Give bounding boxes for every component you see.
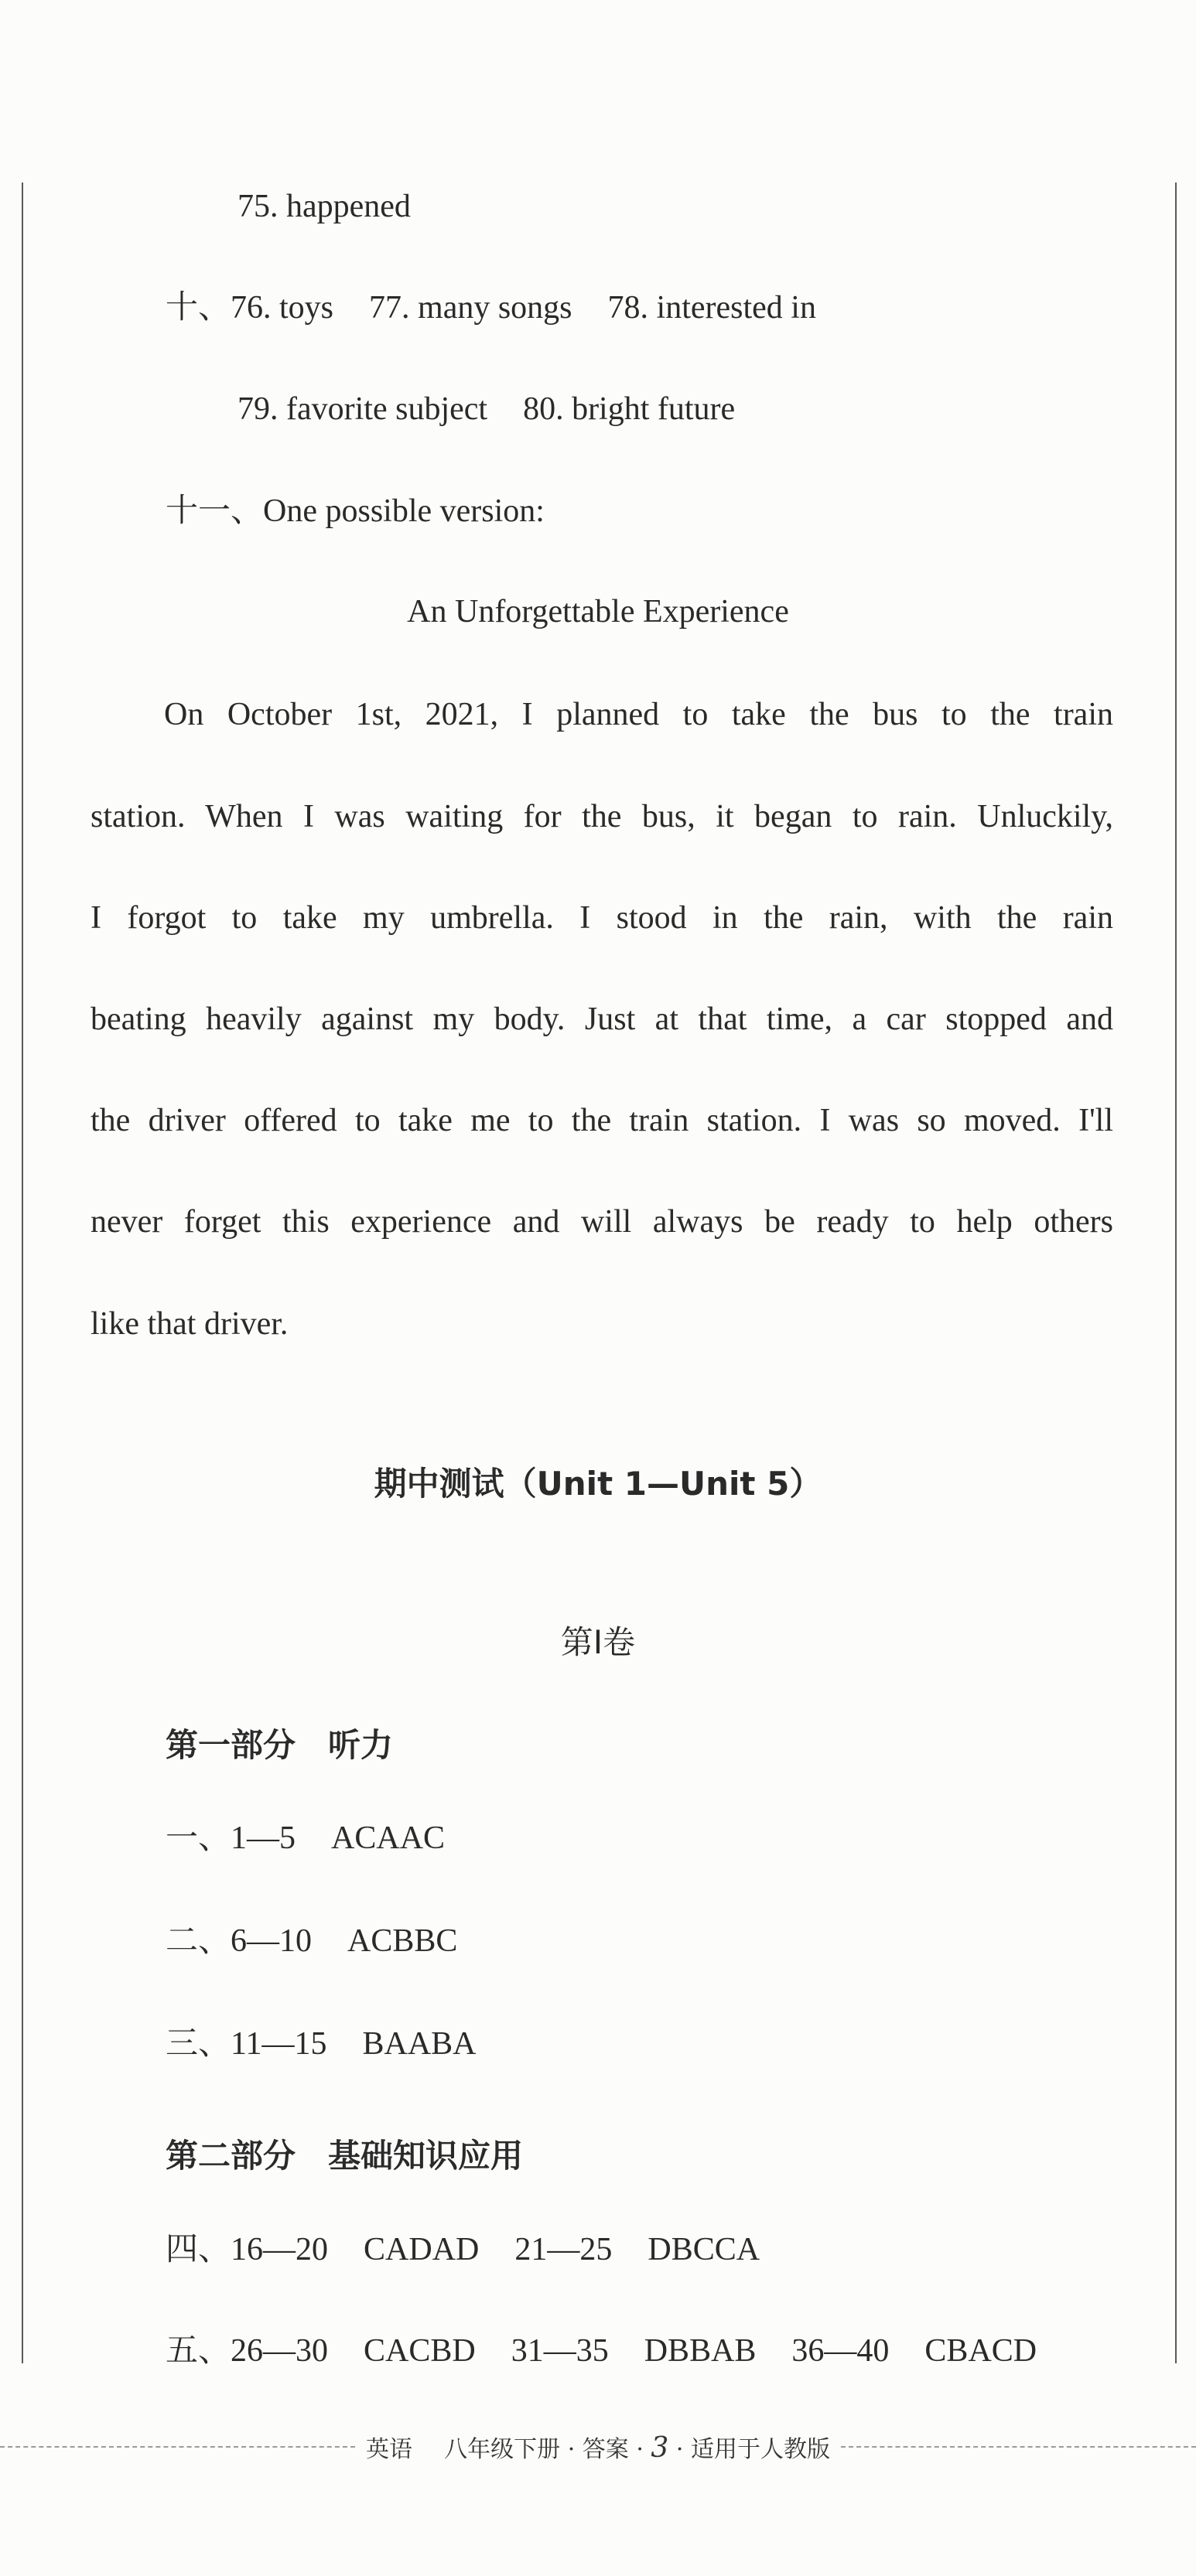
answer-77: 77. many songs	[369, 290, 572, 326]
section-4-label: 四、	[166, 2232, 231, 2267]
section-1-answers: ACAAC	[331, 1820, 446, 1856]
answer-row-76-78	[166, 292, 816, 324]
essay-line-6: never forget this experience and will always be ready to help others	[91, 1204, 1113, 1240]
essay-line-7: like that driver.	[91, 1306, 289, 1342]
section-5-range-2: 31—35	[511, 2333, 609, 2369]
section-5-range-1: 26—30	[231, 2333, 329, 2369]
answer-80: 80. bright future	[523, 391, 736, 427]
essay-line-5: the driver offered to take me to the train station. I was so moved. I'll	[91, 1103, 1113, 1138]
section-2-answers: ACBBC	[347, 1923, 458, 1959]
section-10-label: 十、	[166, 290, 231, 326]
right-margin-line	[1175, 183, 1177, 2363]
section-5-range-3: 36—40	[791, 2333, 890, 2369]
section-11-row	[166, 495, 545, 527]
footer-dash-right	[841, 2446, 1196, 2448]
section-3-range: 11—15	[231, 2026, 327, 2062]
midterm-title: 期中测试（Unit 1—Unit 5）	[374, 1465, 822, 1503]
footer-grade: 八年级下册	[444, 2436, 561, 2463]
section-3-answers: BAABA	[362, 2026, 477, 2062]
essay-title: An Unforgettable Experience	[407, 594, 789, 629]
section-3-label: 三、	[166, 2026, 231, 2062]
answer-76: 76. toys	[231, 290, 334, 326]
section-11-text: One possible version:	[263, 493, 545, 529]
section-2-range: 6—10	[231, 1923, 313, 1959]
answer-75: 75. happened	[237, 189, 411, 224]
page-number: 3	[651, 2432, 669, 2464]
section-3-row	[166, 2028, 477, 2060]
section-4-range-1: 16—20	[231, 2232, 329, 2267]
answer-78: 78. interested in	[607, 290, 816, 326]
essay-line-3: I forgot to take my umbrella. I stood in the rain, with the rain	[91, 900, 1113, 936]
footer-type: 答案	[582, 2436, 629, 2463]
section-5-label: 五、	[166, 2333, 231, 2369]
section-5-answers-3: CBACD	[924, 2333, 1037, 2369]
essay-line-1: On October 1st, 2021, I planned to take the bus to the train	[164, 697, 1113, 732]
essay-line-2: station. When I was waiting for the bus, it began to rain. Unluckily,	[91, 799, 1113, 834]
part-1-heading: 第一部分 听力	[166, 1726, 394, 1764]
section-1-range: 1—5	[231, 1820, 296, 1856]
section-5-row	[166, 2335, 1037, 2367]
footer-sep-3: ·	[675, 2436, 684, 2463]
section-2-label: 二、	[166, 1923, 231, 1959]
section-4-row	[166, 2233, 760, 2266]
section-1-row	[166, 1822, 445, 1854]
footer-edition: 适用于人教版	[690, 2436, 830, 2463]
page-footer	[0, 2430, 1196, 2464]
section-4-answers-2: DBCCA	[648, 2232, 760, 2267]
section-2-row	[166, 1925, 457, 1957]
footer-subject: 英语	[366, 2436, 413, 2463]
footer-text	[355, 2430, 841, 2464]
footer-sep-1: ·	[567, 2436, 576, 2463]
section-5-answers-2: DBBAB	[644, 2333, 757, 2369]
footer-dash-left	[0, 2446, 355, 2448]
part-2-heading: 第二部分 基础知识应用	[166, 2137, 524, 2175]
answer-79: 79. favorite subject	[237, 391, 488, 427]
essay-line-4: beating heavily against my body. Just at that time, a car stopped and	[91, 1001, 1113, 1037]
answer-row-79-80	[237, 393, 735, 425]
section-1-label: 一、	[166, 1820, 231, 1856]
footer-sep-2: ·	[636, 2436, 644, 2463]
section-4-answers-1: CADAD	[364, 2232, 480, 2267]
section-5-answers-1: CACBD	[364, 2333, 476, 2369]
volume-heading: 第Ⅰ卷	[560, 1623, 636, 1661]
left-margin-line	[22, 183, 23, 2363]
section-4-range-2: 21—25	[514, 2232, 613, 2267]
section-11-label: 十一、	[166, 493, 264, 529]
